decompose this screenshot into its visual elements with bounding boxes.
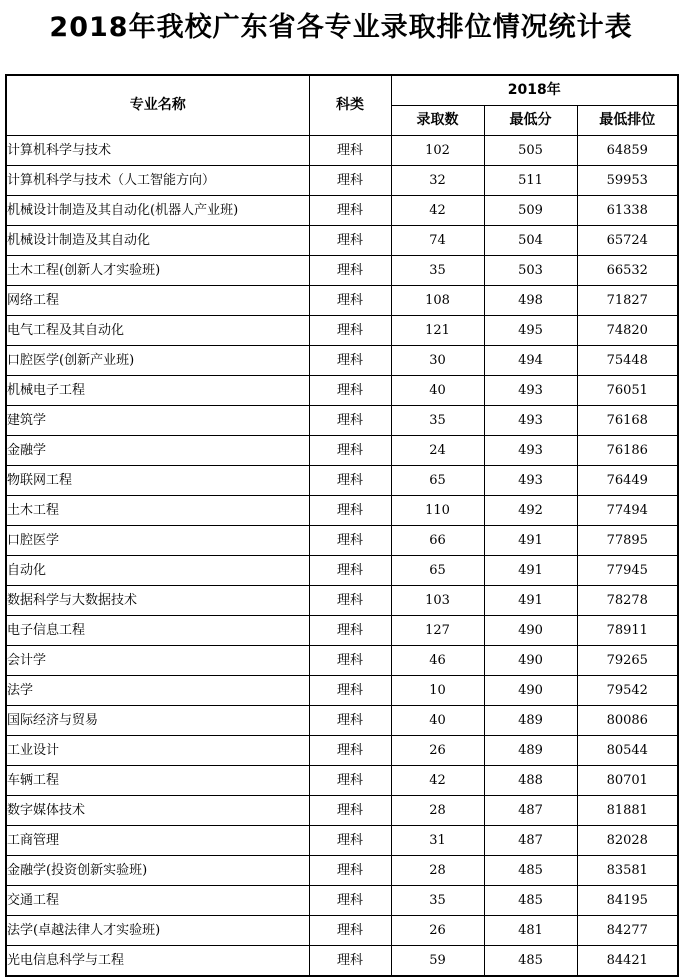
min-rank-cell: 77494 <box>577 496 678 526</box>
header-min-score: 最低分 <box>484 106 577 136</box>
min-score-cell: 491 <box>484 556 577 586</box>
major-cell: 机械电子工程 <box>6 376 309 406</box>
major-cell: 光电信息科学与工程 <box>6 946 309 977</box>
table-row <box>6 706 678 736</box>
header-subject: 科类 <box>309 75 391 136</box>
major-cell: 自动化 <box>6 556 309 586</box>
table-row <box>6 346 678 376</box>
table-row <box>6 286 678 316</box>
subject-cell: 理科 <box>309 346 391 376</box>
min-rank-cell: 61338 <box>577 196 678 226</box>
table-row <box>6 436 678 466</box>
major-cell: 车辆工程 <box>6 766 309 796</box>
subject-cell: 理科 <box>309 466 391 496</box>
enrolled-cell: 24 <box>391 436 484 466</box>
min-rank-cell: 77895 <box>577 526 678 556</box>
min-rank-cell: 76449 <box>577 466 678 496</box>
min-score-cell: 509 <box>484 196 577 226</box>
min-rank-cell: 79542 <box>577 676 678 706</box>
major-cell: 金融学 <box>6 436 309 466</box>
major-cell: 数据科学与大数据技术 <box>6 586 309 616</box>
major-cell: 国际经济与贸易 <box>6 706 309 736</box>
enrolled-cell: 103 <box>391 586 484 616</box>
major-cell: 数字媒体技术 <box>6 796 309 826</box>
major-cell: 会计学 <box>6 646 309 676</box>
table-row <box>6 796 678 826</box>
min-score-cell: 493 <box>484 376 577 406</box>
subject-cell: 理科 <box>309 946 391 977</box>
table-row <box>6 466 678 496</box>
major-cell: 法学(卓越法律人才实验班) <box>6 916 309 946</box>
table-row <box>6 526 678 556</box>
min-score-cell: 485 <box>484 886 577 916</box>
table-row <box>6 646 678 676</box>
enrolled-cell: 35 <box>391 256 484 286</box>
subject-cell: 理科 <box>309 496 391 526</box>
min-score-cell: 495 <box>484 316 577 346</box>
enrolled-cell: 35 <box>391 886 484 916</box>
enrolled-cell: 66 <box>391 526 484 556</box>
table-row <box>6 226 678 256</box>
subject-cell: 理科 <box>309 706 391 736</box>
min-score-cell: 488 <box>484 766 577 796</box>
enrolled-cell: 26 <box>391 916 484 946</box>
subject-cell: 理科 <box>309 316 391 346</box>
table-row <box>6 196 678 226</box>
enrolled-cell: 26 <box>391 736 484 766</box>
subject-cell: 理科 <box>309 526 391 556</box>
enrolled-cell: 46 <box>391 646 484 676</box>
min-rank-cell: 84195 <box>577 886 678 916</box>
major-cell: 机械设计制造及其自动化 <box>6 226 309 256</box>
table-row <box>6 676 678 706</box>
page-title: 2018年我校广东省各专业录取排位情况统计表 <box>49 12 633 43</box>
subject-cell: 理科 <box>309 166 391 196</box>
min-rank-cell: 75448 <box>577 346 678 376</box>
major-cell: 物联网工程 <box>6 466 309 496</box>
enrolled-cell: 121 <box>391 316 484 346</box>
min-score-cell: 491 <box>484 586 577 616</box>
major-cell: 土木工程 <box>6 496 309 526</box>
header-major: 专业名称 <box>6 75 309 136</box>
enrolled-cell: 30 <box>391 346 484 376</box>
table-row <box>6 496 678 526</box>
min-score-cell: 493 <box>484 406 577 436</box>
table-row <box>6 766 678 796</box>
major-cell: 计算机科学与技术（人工智能方向） <box>6 166 309 196</box>
subject-cell: 理科 <box>309 616 391 646</box>
min-score-cell: 503 <box>484 256 577 286</box>
subject-cell: 理科 <box>309 586 391 616</box>
major-cell: 工业设计 <box>6 736 309 766</box>
min-score-cell: 494 <box>484 346 577 376</box>
min-rank-cell: 81881 <box>577 796 678 826</box>
table-header <box>6 75 678 136</box>
enrolled-cell: 65 <box>391 556 484 586</box>
min-rank-cell: 77945 <box>577 556 678 586</box>
subject-cell: 理科 <box>309 226 391 256</box>
major-cell: 口腔医学(创新产业班) <box>6 346 309 376</box>
subject-cell: 理科 <box>309 436 391 466</box>
enrolled-cell: 110 <box>391 496 484 526</box>
table-row <box>6 946 678 977</box>
table-body <box>6 136 678 977</box>
subject-cell: 理科 <box>309 136 391 166</box>
table-row <box>6 586 678 616</box>
enrolled-cell: 28 <box>391 856 484 886</box>
subject-cell: 理科 <box>309 256 391 286</box>
subject-cell: 理科 <box>309 886 391 916</box>
table-row <box>6 856 678 886</box>
table-row <box>6 556 678 586</box>
admission-rank-table <box>5 74 679 977</box>
min-rank-cell: 80086 <box>577 706 678 736</box>
subject-cell: 理科 <box>309 856 391 886</box>
subject-cell: 理科 <box>309 916 391 946</box>
min-score-cell: 498 <box>484 286 577 316</box>
min-score-cell: 493 <box>484 436 577 466</box>
min-score-cell: 485 <box>484 856 577 886</box>
min-rank-cell: 79265 <box>577 646 678 676</box>
min-rank-cell: 64859 <box>577 136 678 166</box>
major-cell: 口腔医学 <box>6 526 309 556</box>
enrolled-cell: 35 <box>391 406 484 436</box>
min-score-cell: 487 <box>484 796 577 826</box>
enrolled-cell: 59 <box>391 946 484 977</box>
min-score-cell: 492 <box>484 496 577 526</box>
table-row <box>6 826 678 856</box>
major-cell: 金融学(投资创新实验班) <box>6 856 309 886</box>
min-rank-cell: 76168 <box>577 406 678 436</box>
min-score-cell: 481 <box>484 916 577 946</box>
enrolled-cell: 74 <box>391 226 484 256</box>
subject-cell: 理科 <box>309 826 391 856</box>
table-row <box>6 316 678 346</box>
table-row <box>6 886 678 916</box>
table-row <box>6 136 678 166</box>
min-score-cell: 485 <box>484 946 577 977</box>
min-rank-cell: 66532 <box>577 256 678 286</box>
subject-cell: 理科 <box>309 676 391 706</box>
subject-cell: 理科 <box>309 736 391 766</box>
min-rank-cell: 78278 <box>577 586 678 616</box>
min-rank-cell: 84421 <box>577 946 678 977</box>
enrolled-cell: 108 <box>391 286 484 316</box>
min-score-cell: 504 <box>484 226 577 256</box>
min-score-cell: 490 <box>484 616 577 646</box>
header-min-rank: 最低排位 <box>577 106 678 136</box>
major-cell: 网络工程 <box>6 286 309 316</box>
min-score-cell: 505 <box>484 136 577 166</box>
table-row <box>6 616 678 646</box>
min-rank-cell: 59953 <box>577 166 678 196</box>
min-score-cell: 511 <box>484 166 577 196</box>
min-rank-cell: 71827 <box>577 286 678 316</box>
major-cell: 电子信息工程 <box>6 616 309 646</box>
table-row <box>6 166 678 196</box>
table-row <box>6 406 678 436</box>
major-cell: 电气工程及其自动化 <box>6 316 309 346</box>
table-row <box>6 376 678 406</box>
min-rank-cell: 76051 <box>577 376 678 406</box>
min-rank-cell: 82028 <box>577 826 678 856</box>
subject-cell: 理科 <box>309 766 391 796</box>
enrolled-cell: 42 <box>391 766 484 796</box>
enrolled-cell: 40 <box>391 376 484 406</box>
min-score-cell: 493 <box>484 466 577 496</box>
major-cell: 交通工程 <box>6 886 309 916</box>
min-score-cell: 490 <box>484 646 577 676</box>
min-score-cell: 487 <box>484 826 577 856</box>
enrolled-cell: 65 <box>391 466 484 496</box>
subject-cell: 理科 <box>309 376 391 406</box>
enrolled-cell: 42 <box>391 196 484 226</box>
enrolled-cell: 28 <box>391 796 484 826</box>
min-rank-cell: 74820 <box>577 316 678 346</box>
min-rank-cell: 65724 <box>577 226 678 256</box>
min-rank-cell: 80544 <box>577 736 678 766</box>
major-cell: 机械设计制造及其自动化(机器人产业班) <box>6 196 309 226</box>
subject-cell: 理科 <box>309 646 391 676</box>
subject-cell: 理科 <box>309 796 391 826</box>
enrolled-cell: 40 <box>391 706 484 736</box>
min-score-cell: 490 <box>484 676 577 706</box>
min-rank-cell: 84277 <box>577 916 678 946</box>
min-rank-cell: 83581 <box>577 856 678 886</box>
subject-cell: 理科 <box>309 406 391 436</box>
major-cell: 建筑学 <box>6 406 309 436</box>
table-row <box>6 736 678 766</box>
subject-cell: 理科 <box>309 286 391 316</box>
major-cell: 工商管理 <box>6 826 309 856</box>
min-score-cell: 489 <box>484 706 577 736</box>
min-score-cell: 489 <box>484 736 577 766</box>
table-row <box>6 256 678 286</box>
major-cell: 计算机科学与技术 <box>6 136 309 166</box>
min-score-cell: 491 <box>484 526 577 556</box>
table-row <box>6 916 678 946</box>
subject-cell: 理科 <box>309 196 391 226</box>
min-rank-cell: 78911 <box>577 616 678 646</box>
min-rank-cell: 80701 <box>577 766 678 796</box>
enrolled-cell: 127 <box>391 616 484 646</box>
major-cell: 法学 <box>6 676 309 706</box>
enrolled-cell: 102 <box>391 136 484 166</box>
subject-cell: 理科 <box>309 556 391 586</box>
enrolled-cell: 10 <box>391 676 484 706</box>
major-cell: 土木工程(创新人才实验班) <box>6 256 309 286</box>
header-year: 2018年 <box>391 75 678 106</box>
enrolled-cell: 31 <box>391 826 484 856</box>
header-enrolled: 录取数 <box>391 106 484 136</box>
enrolled-cell: 32 <box>391 166 484 196</box>
min-rank-cell: 76186 <box>577 436 678 466</box>
